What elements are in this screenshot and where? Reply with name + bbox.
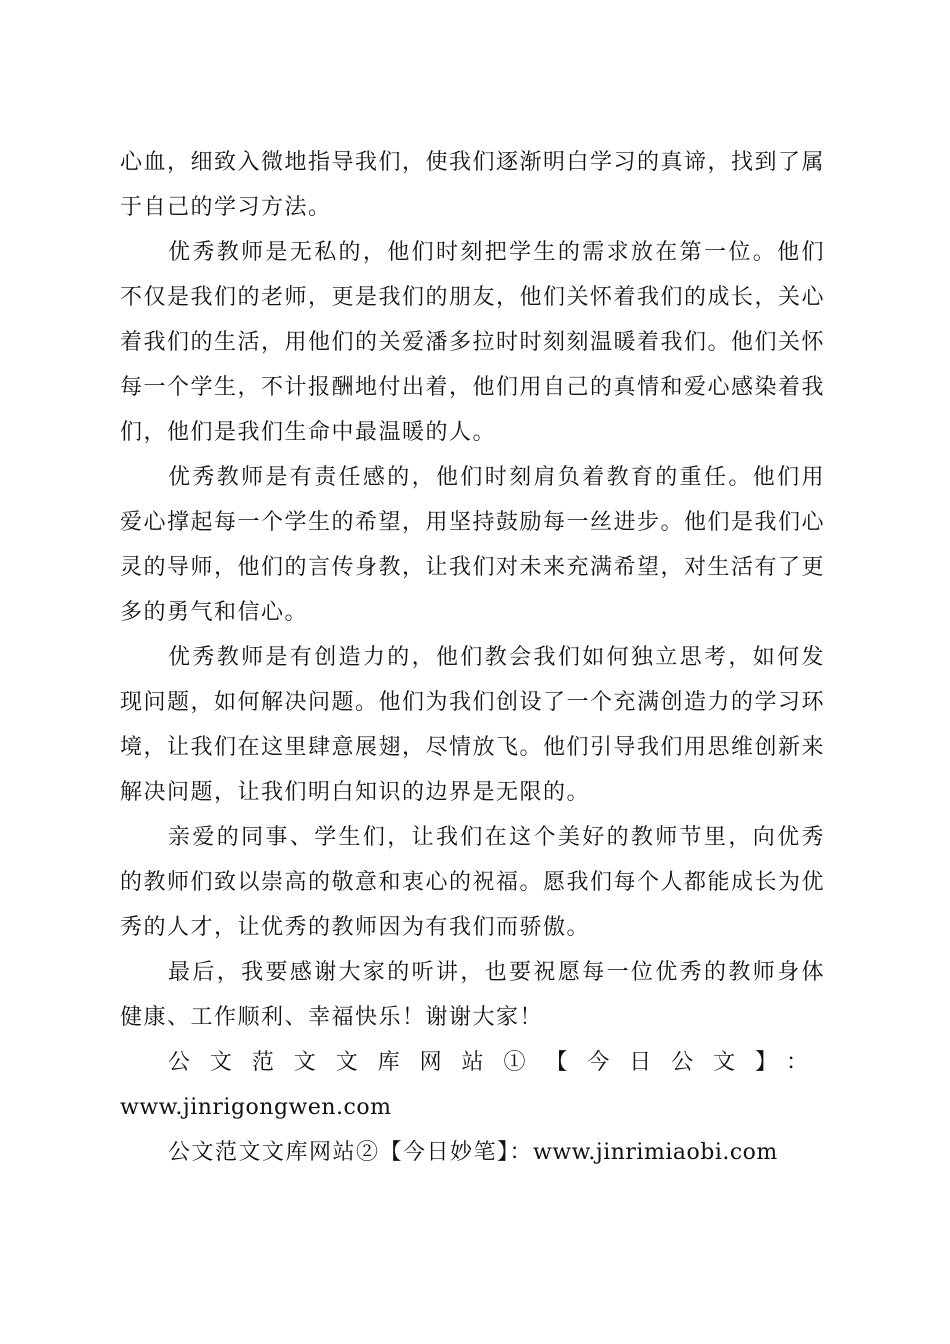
paragraph-creativity: 优秀教师是有创造力的，他们教会我们如何独立思考，如何发现问题，如何解决问题。他们为我们创设了一个充满创造力的学习环境，让我们在这里肆意展翅，尽情放飞。他们引导我们用思维创新来解决问题，让我们明白知识的边界是无限的。: [120, 645, 826, 805]
footer-site-2-label: 公文范文文库网站②【今日妙笔】：: [168, 1140, 534, 1165]
paragraph-selfless: 优秀教师是无私的，他们时刻把学生的需求放在第一位。他们不仅是我们的老师，更是我们的朋友，他们关怀着我们的成长，关心着我们的生活，用他们的关爱潘多拉时时刻刻温暖着我们。他们关怀每一个学生，不计报酬地付出着，他们用自己的真情和爱心感染着我们，他们是我们生命中最温暖的人。: [120, 240, 826, 445]
footer-site-1: [120, 1040, 825, 1130]
paragraph-closing: 最后，我要感谢大家的听讲，也要祝愿每一位优秀的教师身体健康、工作顺利、幸福快乐！谢谢大家！: [120, 960, 825, 1030]
paragraph-blessing: 亲爱的同事、学生们，让我们在这个美好的教师节里，向优秀的教师们致以崇高的敬意和衷心的祝福。愿我们每个人都能成长为优秀的人才，让优秀的教师因为有我们而骄傲。: [120, 825, 826, 940]
paragraph-continuation: 心血，细致入微地指导我们，使我们逐渐明白学习的真谛，找到了属于自己的学习方法。: [120, 150, 826, 220]
footer-site-2-url[interactable]: www.jinrimiaobi.com: [533, 1140, 778, 1165]
document-body: [120, 140, 825, 1175]
paragraph-responsibility: 优秀教师是有责任感的，他们时刻肩负着教育的重任。他们用爱心撑起每一个学生的希望，用坚持鼓励每一丝进步。他们是我们心灵的导师，他们的言传身教，让我们对未来充满希望，对生活有了更多的勇气和信心。: [120, 465, 826, 625]
footer-site-1-label: 公文范文文库网站①【今日公文】：: [168, 1050, 825, 1075]
footer-site-2: [120, 1130, 825, 1175]
footer-site-1-url[interactable]: www.jinrigongwen.com: [120, 1095, 392, 1120]
